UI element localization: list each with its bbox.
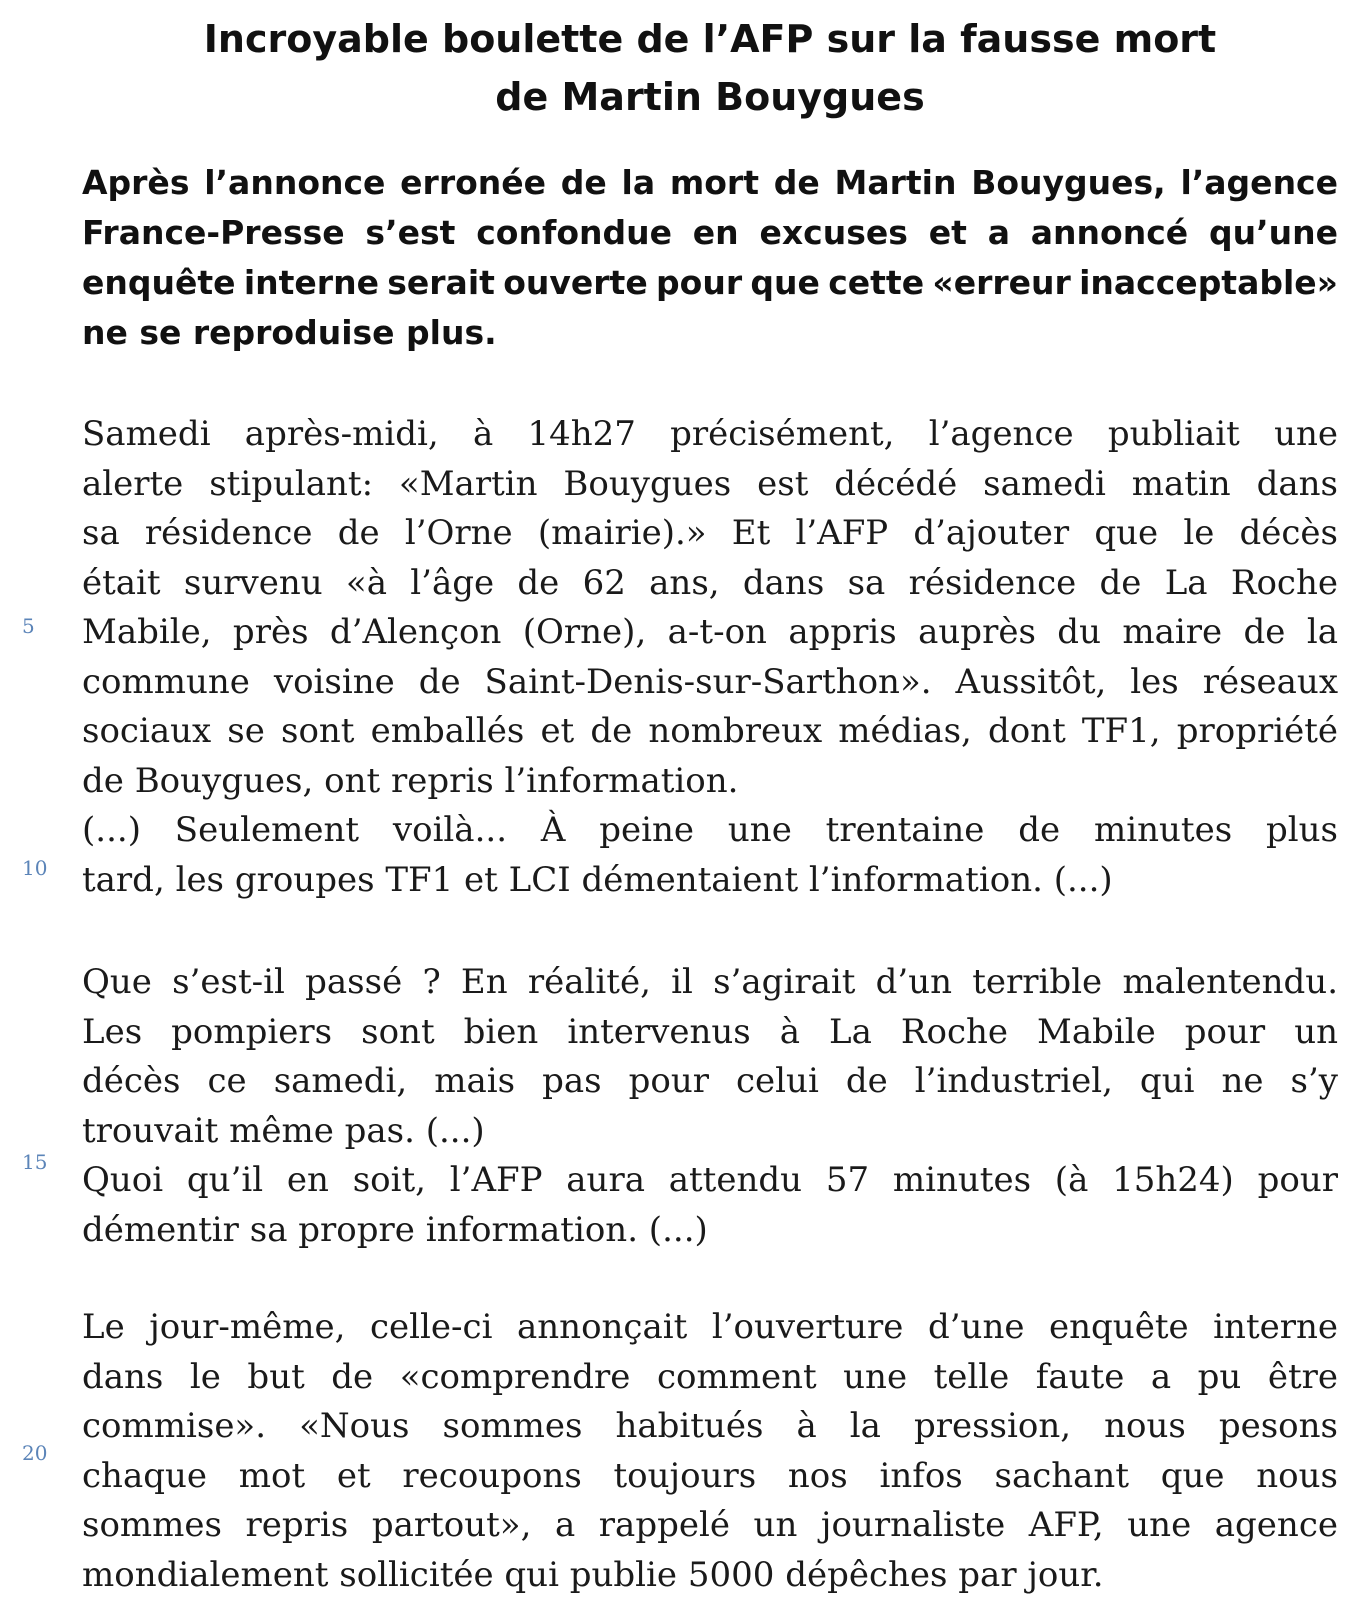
lede-line: Après l’annonce erronée de la mort de Martin Bouygues, l’agence [82,163,1338,202]
lede-line: ne se reproduise plus. [82,313,497,352]
body-line: décès ce samedi, mais pas pour celui de l’industriel, qui ne s’y [82,1061,1338,1101]
body-line: sommes repris partout», a rappelé un journaliste AFP, une agence [82,1505,1338,1545]
body-line: Que s’est-il passé ? En réalité, il s’agirait d’un terrible malentendu. [82,962,1338,1002]
line-number: 10 [22,856,48,880]
body-line: trouvait même pas. (...) [82,1110,485,1151]
line-number: 15 [22,1150,48,1174]
body-line: chaque mot et recoupons toujours nos infos sachant que nous [82,1455,1338,1496]
article-lede [82,158,1338,358]
body-paragraph-3 [82,1303,1338,1600]
line-number: 5 [22,614,35,638]
body-line: Samedi après-midi, à 14h27 précisément, l’agence publiait une [82,414,1338,454]
line-number: 20 [22,1441,48,1465]
lede-line: enquête interne serait ouverte pour que cette «erreur inacceptable» [82,263,1338,302]
body-line: commise». «Nous sommes habitués à la pression, nous pesons [82,1406,1338,1446]
body-line: dans le but de «comprendre comment une telle faute a pu être [82,1356,1338,1397]
body-line: Quoi qu’il en soit, l’AFP aura attendu 57 minutes (à 15h24) pour [82,1160,1338,1200]
body-line: sociaux se sont emballés et de nombreux médias, dont TF1, propriété [82,711,1338,751]
body-line: (...) Seulement voilà... À peine une trentaine de minutes plus [82,810,1338,850]
body-line: de Bouygues, ont repris l’information. [82,760,739,801]
article-title-line: Incroyable boulette de l’AFP sur la fausse mort [203,17,1217,61]
body-line: Le jour-même, celle-ci annonçait l’ouverture d’une enquête interne [82,1307,1338,1347]
article-title-line: de Martin Bouygues [495,75,925,119]
body-line: alerte stipulant: «Martin Bouygues est décédé samedi matin dans [82,463,1338,504]
body-line: mondialement sollicitée qui publie 5000 dépêches par jour. [82,1554,1104,1595]
body-line: commune voisine de Saint-Denis-sur-Sarthon». Aussitôt, les réseaux [82,661,1338,702]
body-line: tard, les groupes TF1 et LCI démentaient l’information. (...) [82,859,1113,900]
body-line: sa résidence de l’Orne (mairie).» Et l’AFP d’ajouter que le décès [82,513,1338,553]
lede-line: France-Presse s’est confondue en excuses et a annoncé qu’une [82,213,1338,252]
body-line: était survenu «à l’âge de 62 ans, dans sa résidence de La Roche [82,562,1338,603]
body-line: démentir sa propre information. (...) [82,1209,708,1250]
body-paragraph-1 [82,410,1338,905]
body-paragraph-2 [82,958,1338,1255]
body-line: Mabile, près d’Alençon (Orne), a-t-on appris auprès du maire de la [82,612,1338,652]
article-title [82,10,1338,126]
body-line: Les pompiers sont bien intervenus à La Roche Mabile pour un [82,1011,1338,1052]
